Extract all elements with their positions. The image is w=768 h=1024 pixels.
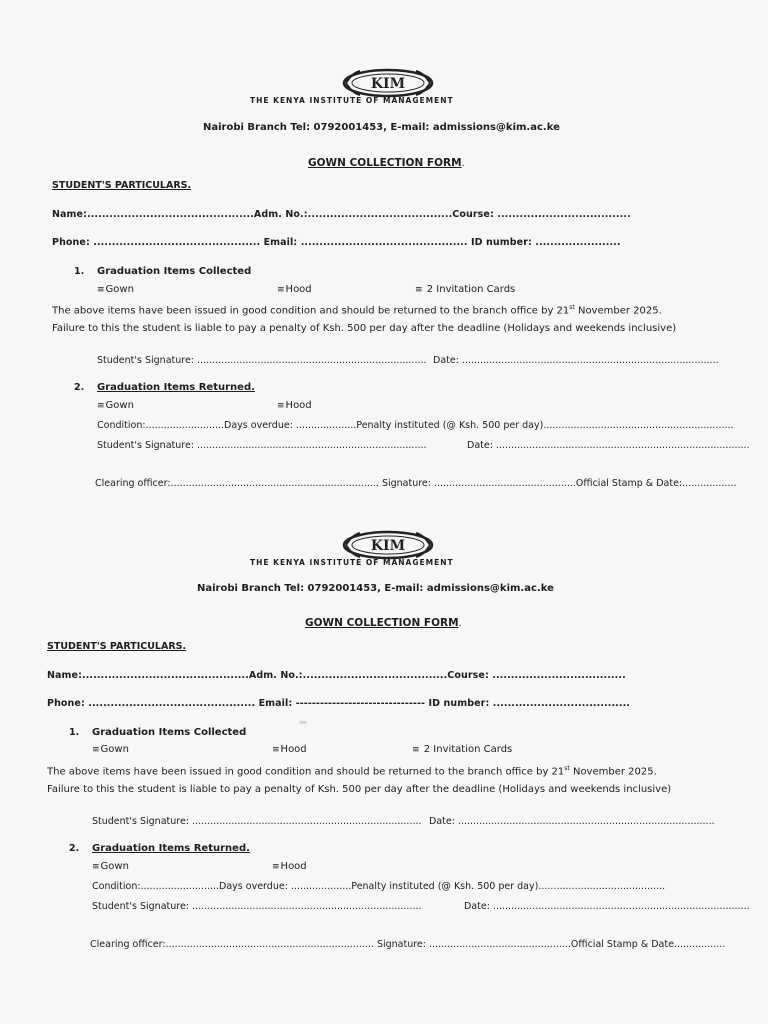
clearing-officer-fields[interactable]: Clearing officer:..................................................................... Signature: ...............................................Official Stamp & Date:..................: [95, 478, 737, 489]
items-returned-heading: Graduation Items Returned.: [92, 843, 250, 854]
date-field[interactable]: Date: .....................................................................................: [429, 816, 715, 827]
date-field[interactable]: Date: .....................................................................................: [433, 355, 719, 366]
name-adm-course-fields[interactable]: Name:.............................................Adm. No.:.......................................Course: ....................................: [47, 670, 626, 681]
checkbox-icon: ≡: [92, 862, 100, 872]
items-collected-heading: Graduation Items Collected: [97, 266, 252, 277]
checkbox-icon: ≡: [277, 285, 285, 295]
invitation-cards-checkbox[interactable]: ≡ 2 Invitation Cards: [415, 284, 516, 295]
invitation-cards-checkbox[interactable]: ≡ 2 Invitation Cards: [412, 744, 513, 755]
section-number: 2.: [74, 382, 85, 393]
student-signature-field[interactable]: Student's Signature: ............................................................................: [97, 440, 427, 451]
form-title: GOWN COLLECTION FORM.: [308, 157, 465, 169]
checkbox-icon: ≡: [97, 285, 105, 295]
checkbox-icon: ≡: [277, 401, 285, 411]
form-title: GOWN COLLECTION FORM.: [305, 617, 462, 629]
returned-hood-checkbox[interactable]: ≡Hood: [277, 400, 312, 411]
penalty-notice: Failure to this the student is liable to pay a penalty of Ksh. 500 per day after the deadline (Holidays and weekends inclusive): [52, 323, 677, 334]
checkbox-icon: ≡: [272, 862, 280, 872]
contact-line: Nairobi Branch Tel: 0792001453, E-mail: admissions@kim.ac.ke: [197, 583, 554, 594]
student-signature-field[interactable]: Student's Signature: ............................................................................: [92, 816, 422, 827]
name-adm-course-fields[interactable]: Name:.............................................Adm. No.:.......................................Course: ....................................: [52, 209, 631, 220]
section-number: 1.: [74, 266, 85, 277]
phone-email-id-fields[interactable]: Phone: ............................................. Email: ............................................. ID number: .......................: [52, 237, 621, 248]
section-number: 2.: [69, 843, 80, 854]
return-notice: The above items have been issued in good condition and should be returned to the branch office by 21st November 2025.: [47, 765, 657, 778]
return-notice: The above items have been issued in good condition and should be returned to the branch office by 21st November 2025.: [52, 304, 662, 317]
penalty-notice: Failure to this the student is liable to pay a penalty of Ksh. 500 per day after the deadline (Holidays and weekends inclusive): [47, 784, 672, 795]
particulars-heading: STUDENT'S PARTICULARS.: [47, 641, 187, 652]
section-number: 1.: [69, 727, 80, 738]
checkbox-icon: ≡: [415, 285, 423, 295]
particulars-heading: STUDENT'S PARTICULARS.: [52, 180, 192, 191]
returned-gown-checkbox[interactable]: ≡Gown: [92, 861, 129, 872]
student-signature-field[interactable]: Student's Signature: ............................................................................: [92, 901, 422, 912]
svg-text:KIM: KIM: [370, 538, 406, 554]
kim-logo: [338, 66, 438, 100]
scan-mark: [299, 721, 307, 724]
phone-email-id-fields[interactable]: Phone: ............................................. Email: -------------------------------- ID number: .....................................: [47, 698, 630, 709]
items-collected-heading: Graduation Items Collected: [92, 727, 247, 738]
clearing-officer-fields[interactable]: Clearing officer:..................................................................... Signature: ...............................................Official Stamp & Date.................: [90, 939, 726, 950]
hood-checkbox[interactable]: ≡Hood: [272, 744, 307, 755]
contact-line: Nairobi Branch Tel: 0792001453, E-mail: admissions@kim.ac.ke: [203, 122, 560, 133]
student-signature-field[interactable]: Student's Signature: ............................................................................: [97, 355, 427, 366]
institute-name: THE KENYA INSTITUTE OF MANAGEMENT: [250, 96, 454, 105]
date-field[interactable]: Date: ....................................................................................: [467, 440, 750, 451]
institute-name: THE KENYA INSTITUTE OF MANAGEMENT: [250, 558, 454, 567]
checkbox-icon: ≡: [92, 745, 100, 755]
items-returned-heading: Graduation Items Returned.: [97, 382, 255, 393]
checkbox-icon: ≡: [97, 401, 105, 411]
gown-checkbox[interactable]: ≡Gown: [92, 744, 129, 755]
checkbox-icon: ≡: [272, 745, 280, 755]
returned-hood-checkbox[interactable]: ≡Hood: [272, 861, 307, 872]
hood-checkbox[interactable]: ≡Hood: [277, 284, 312, 295]
svg-text:KIM: KIM: [370, 76, 406, 92]
checkbox-icon: ≡: [412, 745, 420, 755]
kim-logo: [338, 528, 438, 562]
date-field[interactable]: Date: .....................................................................................: [464, 901, 750, 912]
condition-days-penalty-fields[interactable]: Condition:..........................Days overdue: ....................Penalty instituted (@ Ksh. 500 per day)...............................................................: [97, 420, 734, 431]
returned-gown-checkbox[interactable]: ≡Gown: [97, 400, 134, 411]
gown-checkbox[interactable]: ≡Gown: [97, 284, 134, 295]
condition-days-penalty-fields[interactable]: Condition:..........................Days overdue: ....................Penalty instituted (@ Ksh. 500 per day)..........................................: [92, 881, 666, 892]
